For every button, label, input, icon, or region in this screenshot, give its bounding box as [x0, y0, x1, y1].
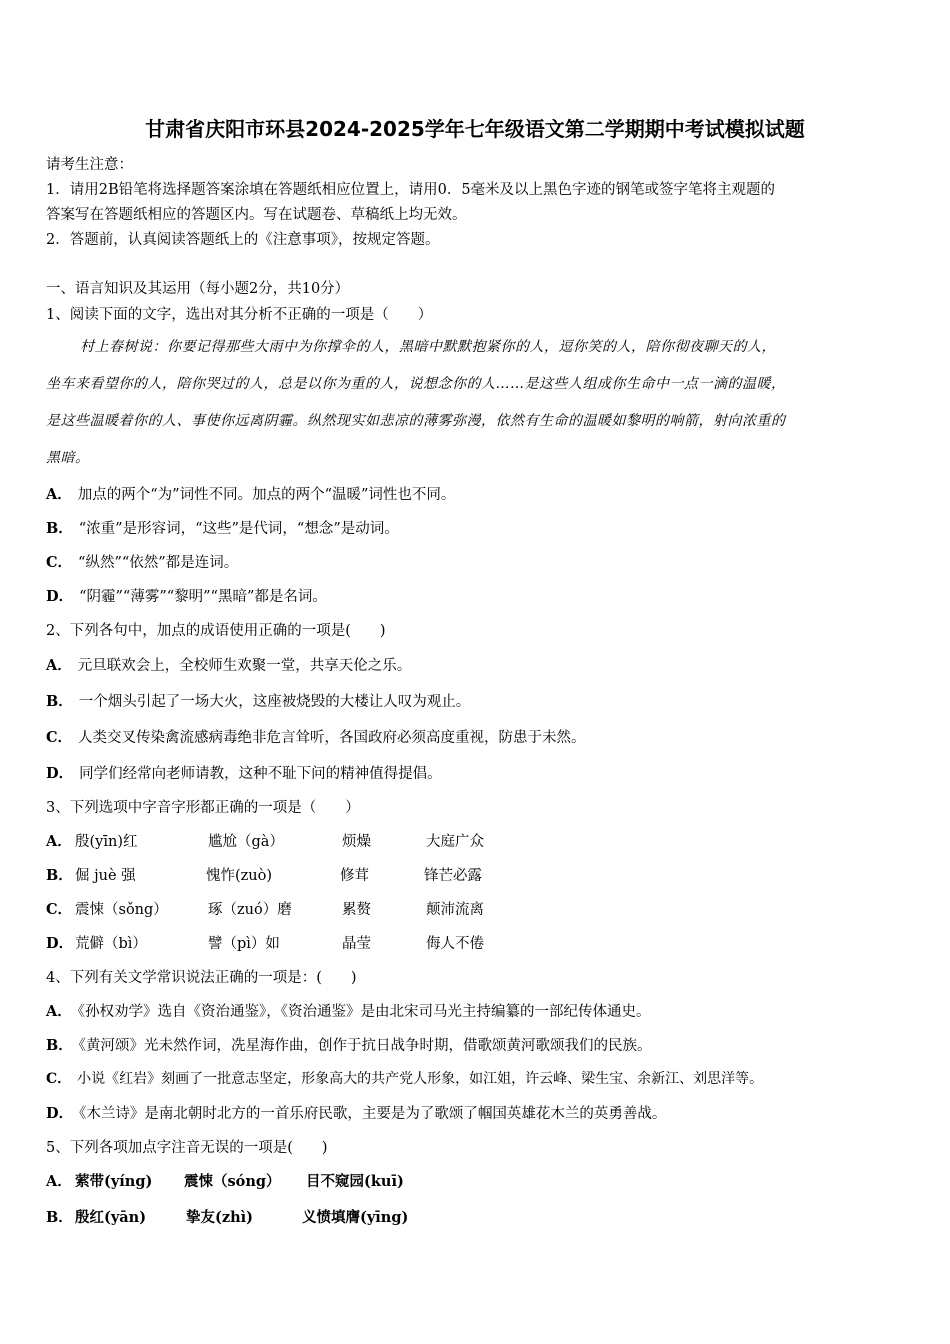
question-1-option-c — [46, 551, 238, 572]
question-4-stem: 4、下列有关文学常识说法正确的一项是：( ) — [46, 970, 357, 986]
option-text: “纵然”“依然”都是连词。 — [78, 555, 239, 571]
question-4-option-b — [46, 1034, 652, 1055]
option-cell: 颠沛流离 — [426, 902, 484, 918]
option-cell: 萦带(yíng) — [75, 1173, 153, 1190]
option-letter: D． — [46, 1105, 74, 1122]
question-2-option-b — [46, 690, 470, 711]
option-cell: 愧怍(zuò) — [206, 868, 273, 884]
option-text: “浓重”是形容词，“这些”是代词，“想念”是动词。 — [78, 521, 399, 537]
option-cell: 修茸 — [340, 868, 369, 884]
option-cell: 锋芒必露 — [424, 868, 482, 884]
option-cell: 荒僻（bì） — [75, 936, 147, 952]
option-text: 《黄河颂》光未然作词，冼星海作曲，创作于抗日战争时期，借歌颂黄河歌颂我们的民族。 — [78, 1038, 652, 1054]
option-letter: B． — [46, 1037, 73, 1054]
option-text: 人类交叉传染禽流感病毒绝非危言耸听，各国政府必须高度重视，防患于未然。 — [78, 730, 586, 746]
option-text: 小说《红岩》刻画了一批意志坚定，形象高大的共产党人形象，如江姐，许云峰、梁生宝、余新江、刘思洋等。 — [77, 1071, 764, 1087]
option-text: 一个烟头引起了一场大火，这座被烧毁的大楼让人叹为观止。 — [78, 694, 471, 710]
option-letter: D． — [46, 765, 74, 782]
question-4-option-a — [46, 1000, 651, 1021]
option-cell: 目不窥园(kuī) — [306, 1173, 404, 1190]
option-letter: A． — [46, 486, 72, 503]
question-2-option-d — [46, 762, 442, 783]
option-text: 加点的两个“为”词性不同。加点的两个“温暖”词性也不同。 — [77, 487, 456, 503]
option-text: 同学们经常向老师请教，这种不耻下问的精神值得提倡。 — [79, 766, 442, 782]
option-cell: 大庭广众 — [426, 834, 484, 850]
option-text: 《孙权劝学》选自《资治通鉴》，《资治通鉴》是由北宋司马光主持编纂的一部纪传体通史。 — [77, 1004, 651, 1020]
option-letter: B． — [46, 520, 73, 537]
passage-line: 是这些温暖着你的人、事使你远离阴霾。纵然现实如悲凉的薄雾弥漫，依然有生命的温暖如黎明的响箭，射向浓重的 — [46, 413, 786, 429]
passage-line: 坐车来看望你的人，陪你哭过的人，总是以你为重的人，说想念你的人……是这些人组成你生命中一点一滴的温暖， — [46, 376, 786, 392]
exam-title: 甘肃省庆阳市环县2024-2025学年七年级语文第二学期期中考试模拟试题 — [145, 117, 805, 141]
option-cell: 侮人不倦 — [426, 936, 484, 952]
option-letter: C． — [46, 554, 73, 571]
option-cell: 累赘 — [342, 902, 371, 918]
option-cell: 烦燥 — [342, 834, 371, 850]
option-letter: A． — [46, 1173, 72, 1190]
question-2-stem: 2、下列各句中，加点的成语使用正确的一项是( ) — [46, 623, 386, 639]
option-cell: 倔 juè 强 — [75, 868, 136, 884]
notice-line: 1．请用2B铅笔将选择题答案涂填在答题纸相应位置上，请用0．5毫米及以上黑色字迹的钢笔或签字笔将主观题的 — [46, 182, 776, 198]
option-text: 《木兰诗》是南北朝时北方的一首乐府民歌，主要是为了歌颂了帼国英雄花木兰的英勇善战。 — [79, 1106, 667, 1122]
option-cell: 震悚（sóng） — [184, 1173, 281, 1190]
option-letter: B． — [46, 867, 73, 884]
option-cell: 殷(yīn)红 — [75, 834, 138, 850]
option-letter: D． — [46, 935, 74, 952]
option-letter: A． — [46, 657, 72, 674]
option-cell: 殷红(yān) — [75, 1209, 147, 1226]
option-letter: A． — [46, 1003, 72, 1020]
option-cell: 义愤填膺(yīng) — [302, 1209, 409, 1226]
question-4-option-c — [46, 1068, 763, 1088]
option-cell: 晶莹 — [342, 936, 371, 952]
option-cell: 譬（pì）如 — [208, 936, 280, 952]
passage-line: 黑暗。 — [46, 450, 90, 466]
option-letter: D． — [46, 588, 74, 605]
section-heading: 一、语言知识及其运用（每小题2分，共10分） — [46, 281, 350, 297]
question-5-stem: 5、下列各项加点字注音无误的一项是( ) — [46, 1140, 328, 1156]
notice-heading: 请考生注意： — [46, 157, 133, 173]
option-cell: 挚友(zhì) — [186, 1209, 254, 1226]
option-cell: 震悚（sǒng） — [75, 902, 168, 918]
question-2-option-a — [46, 654, 411, 675]
question-2-option-c — [46, 726, 586, 747]
question-1-option-b — [46, 517, 399, 538]
option-cell: 尴尬（gà） — [208, 834, 284, 850]
question-4-option-d — [46, 1102, 666, 1123]
option-cell: 琢（zuó）磨 — [208, 902, 292, 918]
option-letter: C． — [46, 901, 73, 918]
option-letter: A． — [46, 833, 72, 850]
question-1-option-d — [46, 585, 327, 606]
question-3-stem: 3、下列选项中字音字形都正确的一项是（ ） — [46, 800, 360, 816]
option-letter: B． — [46, 693, 73, 710]
option-text: 元旦联欢会上，全校师生欢聚一堂，共享天伦之乐。 — [77, 658, 412, 674]
option-letter: B． — [46, 1209, 73, 1226]
notice-line: 2．答题前，认真阅读答题纸上的《注意事项》，按规定答题。 — [46, 232, 440, 248]
option-letter: C． — [46, 729, 73, 746]
option-text: “阴霾”“薄雾”“黎明”“黑暗”都是名词。 — [79, 589, 327, 605]
notice-line: 答案写在答题纸相应的答题区内。写在试题卷、草稿纸上均无效。 — [46, 207, 467, 223]
passage-line: 村上春树说：你要记得那些大雨中为你撑伞的人，黑暗中默默抱紧你的人，逗你笑的人，陪你彻夜聊天的人， — [80, 339, 776, 355]
option-letter: C． — [46, 1071, 72, 1087]
question-1-option-a — [46, 483, 455, 504]
question-1-stem: 1、阅读下面的文字，选出对其分析不正确的一项是（ ） — [46, 307, 433, 323]
